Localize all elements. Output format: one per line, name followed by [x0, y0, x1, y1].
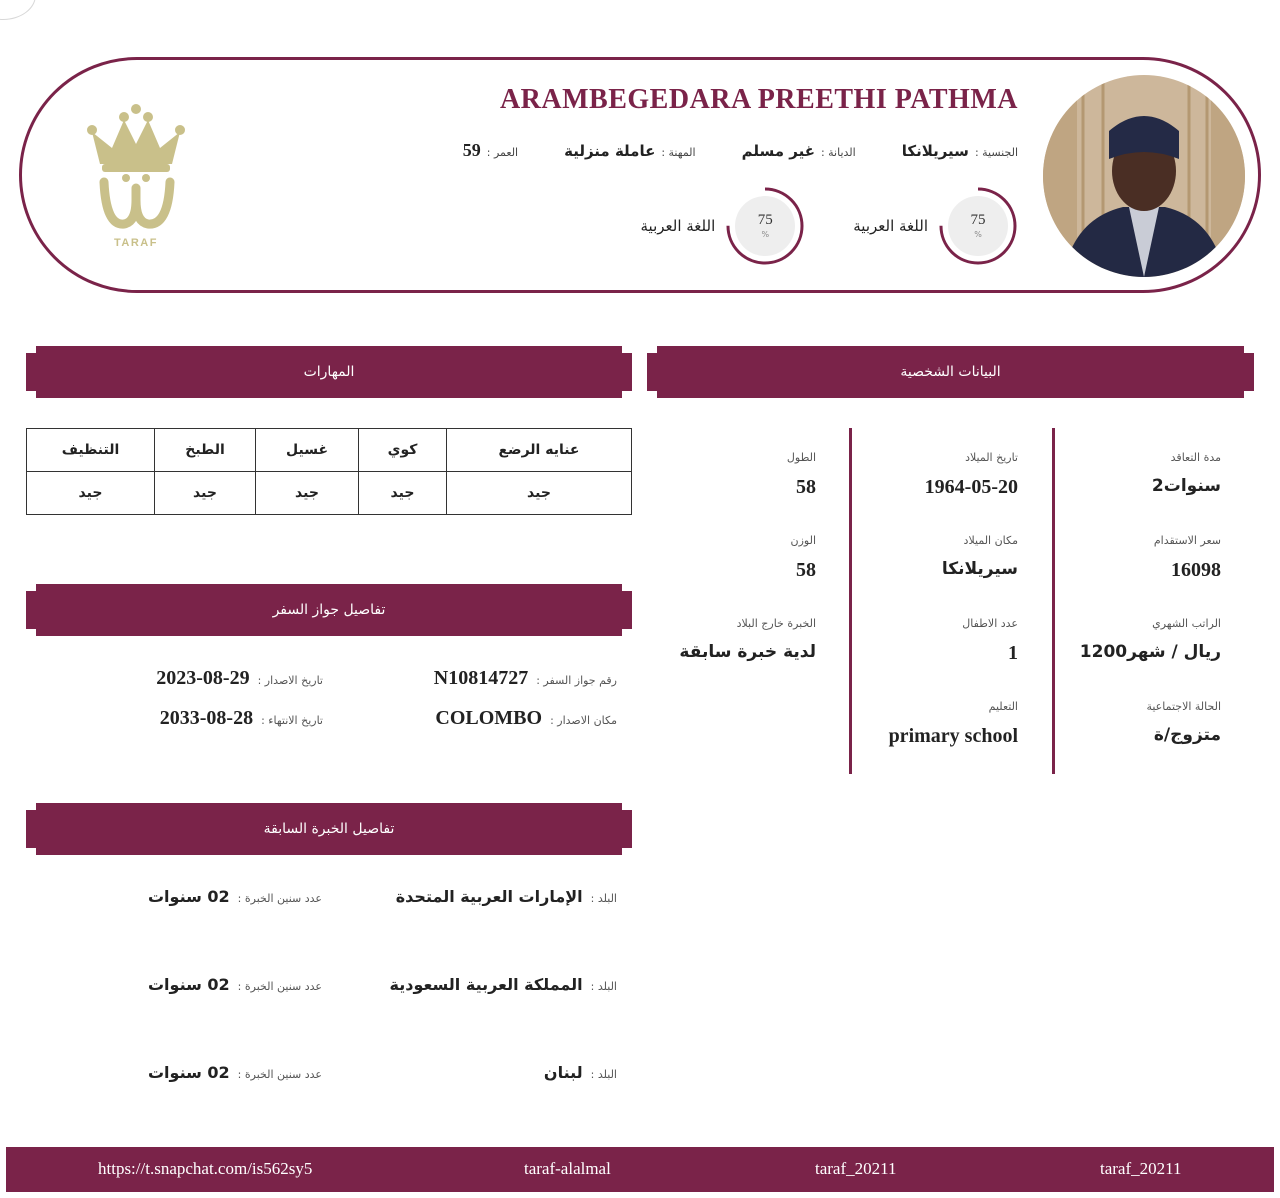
years-value: 02 سنوات: [147, 975, 230, 994]
issue-place-field: [435, 707, 617, 730]
recruitment-price-label: سعر الاستقدام: [1153, 534, 1221, 547]
gauge-percent-sign: %: [974, 230, 982, 239]
profession-value: عاملة منزلية: [564, 142, 656, 160]
birth-place-label: مكان الميلاد: [963, 534, 1018, 547]
nationality-field: [902, 142, 1018, 160]
experience-years-field: [148, 887, 322, 906]
age-label: العمر :: [486, 146, 519, 159]
nationality-value: سيريلانكا: [901, 142, 969, 160]
language-item: [853, 186, 1018, 266]
language-item: [641, 186, 806, 266]
country-label: البلد :: [590, 1068, 617, 1081]
passport-number-label: رقم جواز السفر :: [536, 674, 617, 687]
monthly-salary-field: [1080, 617, 1221, 662]
experience-country-field: [396, 887, 617, 906]
skills-table: [26, 428, 632, 515]
years-label: عدد سنين الخبرة :: [237, 980, 322, 993]
passport-section-header: [26, 584, 632, 636]
footer-bar: [6, 1147, 1274, 1192]
abroad-experience-field: [679, 617, 816, 662]
contract-duration-value: 2سنوات: [1151, 476, 1221, 496]
skill-rating: جيد: [27, 472, 155, 515]
skills-title: المهارات: [303, 364, 355, 380]
weight-value: 58: [796, 559, 816, 581]
expiry-date-value: 2033-08-28: [159, 707, 254, 729]
issue-date-field: [156, 667, 323, 690]
country-label: البلد :: [590, 892, 617, 905]
years-value: 02 سنوات: [147, 1063, 230, 1082]
expiry-date-field: [160, 707, 323, 730]
education-value: primary school: [888, 725, 1018, 747]
weight-label: الوزن: [790, 534, 816, 547]
social-handle[interactable]: taraf_20211: [1100, 1159, 1182, 1178]
weight-field: [791, 534, 816, 582]
religion-label: الديانة :: [820, 146, 856, 159]
religion-value: غير مسلم: [741, 142, 815, 160]
worker-name: ARAMBEGEDARA PREETHI PATHMA: [499, 84, 1018, 115]
height-label: الطول: [786, 451, 816, 464]
gauge-percent-sign: %: [761, 230, 770, 239]
personal-section-header: [647, 346, 1254, 398]
abroad-experience-label: الخبرة خارج البلاد: [736, 617, 816, 630]
birth-date-value: 1964-05-20: [924, 476, 1018, 498]
monthly-salary-value: 1200ريال / شهر: [1079, 642, 1221, 662]
birth-date-field: [925, 451, 1018, 499]
corner-decoration: [0, 0, 36, 20]
issue-date-value: 2023-08-29: [156, 667, 250, 689]
basic-info-row: [463, 140, 1018, 161]
abroad-experience-value: لدية خبرة سابقة: [679, 642, 816, 662]
skill-header: كوي: [359, 429, 447, 472]
contract-duration-field: [1152, 451, 1221, 496]
skill-rating: جيد: [155, 472, 256, 515]
nationality-label: الجنسية :: [974, 146, 1018, 159]
social-handle[interactable]: taraf_20211: [815, 1159, 897, 1178]
recruitment-price-field: [1154, 534, 1221, 582]
experience-section-header: [26, 803, 632, 855]
skill-header: غسيل: [256, 429, 359, 472]
passport-number-value: N10814727: [433, 667, 529, 689]
expiry-date-label: تاريخ الانتهاء :: [261, 714, 323, 727]
skill-header: التنظيف: [27, 429, 155, 472]
children-count-label: عدد الاطفال: [962, 617, 1018, 630]
skill-header: الطبخ: [155, 429, 256, 472]
years-value: 02 سنوات: [147, 887, 230, 906]
language-name: اللغة العربية: [640, 217, 716, 235]
issue-date-label: تاريخ الاصدار :: [257, 674, 323, 687]
education-field: [889, 700, 1018, 748]
column-divider: [1052, 428, 1055, 774]
issue-place-value: COLOMBO: [435, 707, 543, 729]
skill-rating: جيد: [359, 472, 447, 515]
birth-place-field: [942, 534, 1018, 579]
years-label: عدد سنين الخبرة :: [237, 1068, 322, 1081]
religion-field: [742, 142, 856, 160]
gauge-percent-value: 75: [970, 212, 986, 228]
profile-header-card: [19, 57, 1261, 293]
skill-header: عنايه الرضع: [447, 429, 632, 472]
country-value: الإمارات العربية المتحدة: [395, 887, 583, 906]
birth-place-value: سيريلانكا: [941, 559, 1018, 579]
birth-date-label: تاريخ الميلاد: [965, 451, 1018, 464]
language-gauges: [641, 186, 1019, 266]
issue-place-label: مكان الاصدار :: [550, 714, 617, 727]
snapchat-link[interactable]: https://t.snapchat.com/is562sy5: [98, 1159, 313, 1178]
country-value: المملكة العربية السعودية: [389, 975, 583, 994]
worker-photo: [1043, 75, 1245, 277]
website-link[interactable]: taraf-alalmal: [524, 1159, 611, 1178]
height-value: 58: [796, 476, 816, 498]
monthly-salary-label: الراتب الشهري: [1152, 617, 1221, 630]
experience-years-field: [148, 975, 322, 994]
passport-number-field: [434, 667, 617, 690]
language-name: اللغة العربية: [853, 217, 928, 235]
marital-status-field: [1146, 700, 1221, 745]
skill-rating: جيد: [447, 472, 632, 515]
experience-years-field: [148, 1063, 322, 1082]
skills-header-row: [27, 429, 632, 472]
gauge-percent-value: 75: [757, 212, 773, 228]
taraf-logo: [84, 104, 188, 248]
skill-rating: جيد: [256, 472, 359, 515]
skills-section-header: [26, 346, 632, 398]
years-label: عدد سنين الخبرة :: [237, 892, 322, 905]
children-count-field: [962, 617, 1018, 665]
height-field: [787, 451, 816, 499]
country-value: لبنان: [543, 1063, 583, 1082]
age-field: [463, 140, 518, 161]
country-label: البلد :: [590, 980, 617, 993]
skills-rating-row: [27, 472, 632, 515]
language-gauge: [725, 186, 805, 266]
column-divider: [849, 428, 852, 774]
marital-status-label: الحالة الاجتماعية: [1146, 700, 1221, 713]
profession-label: المهنة :: [661, 146, 696, 159]
education-label: التعليم: [988, 700, 1018, 713]
experience-title: تفاصيل الخبرة السابقة: [263, 821, 395, 837]
profession-field: [564, 142, 695, 160]
experience-country-field: [544, 1063, 617, 1082]
children-count-value: 1: [1008, 642, 1018, 664]
marital-status-value: متزوج/ة: [1153, 725, 1221, 745]
contract-duration-label: مدة التعاقد: [1170, 451, 1221, 464]
age-value: 59: [462, 140, 481, 160]
language-gauge: [938, 186, 1018, 266]
passport-title: تفاصيل جواز السفر: [272, 602, 386, 618]
logo-text: TARAF: [114, 237, 158, 248]
personal-title: البيانات الشخصية: [900, 364, 1001, 380]
experience-country-field: [390, 975, 617, 994]
recruitment-price-value: 16098: [1171, 559, 1221, 581]
